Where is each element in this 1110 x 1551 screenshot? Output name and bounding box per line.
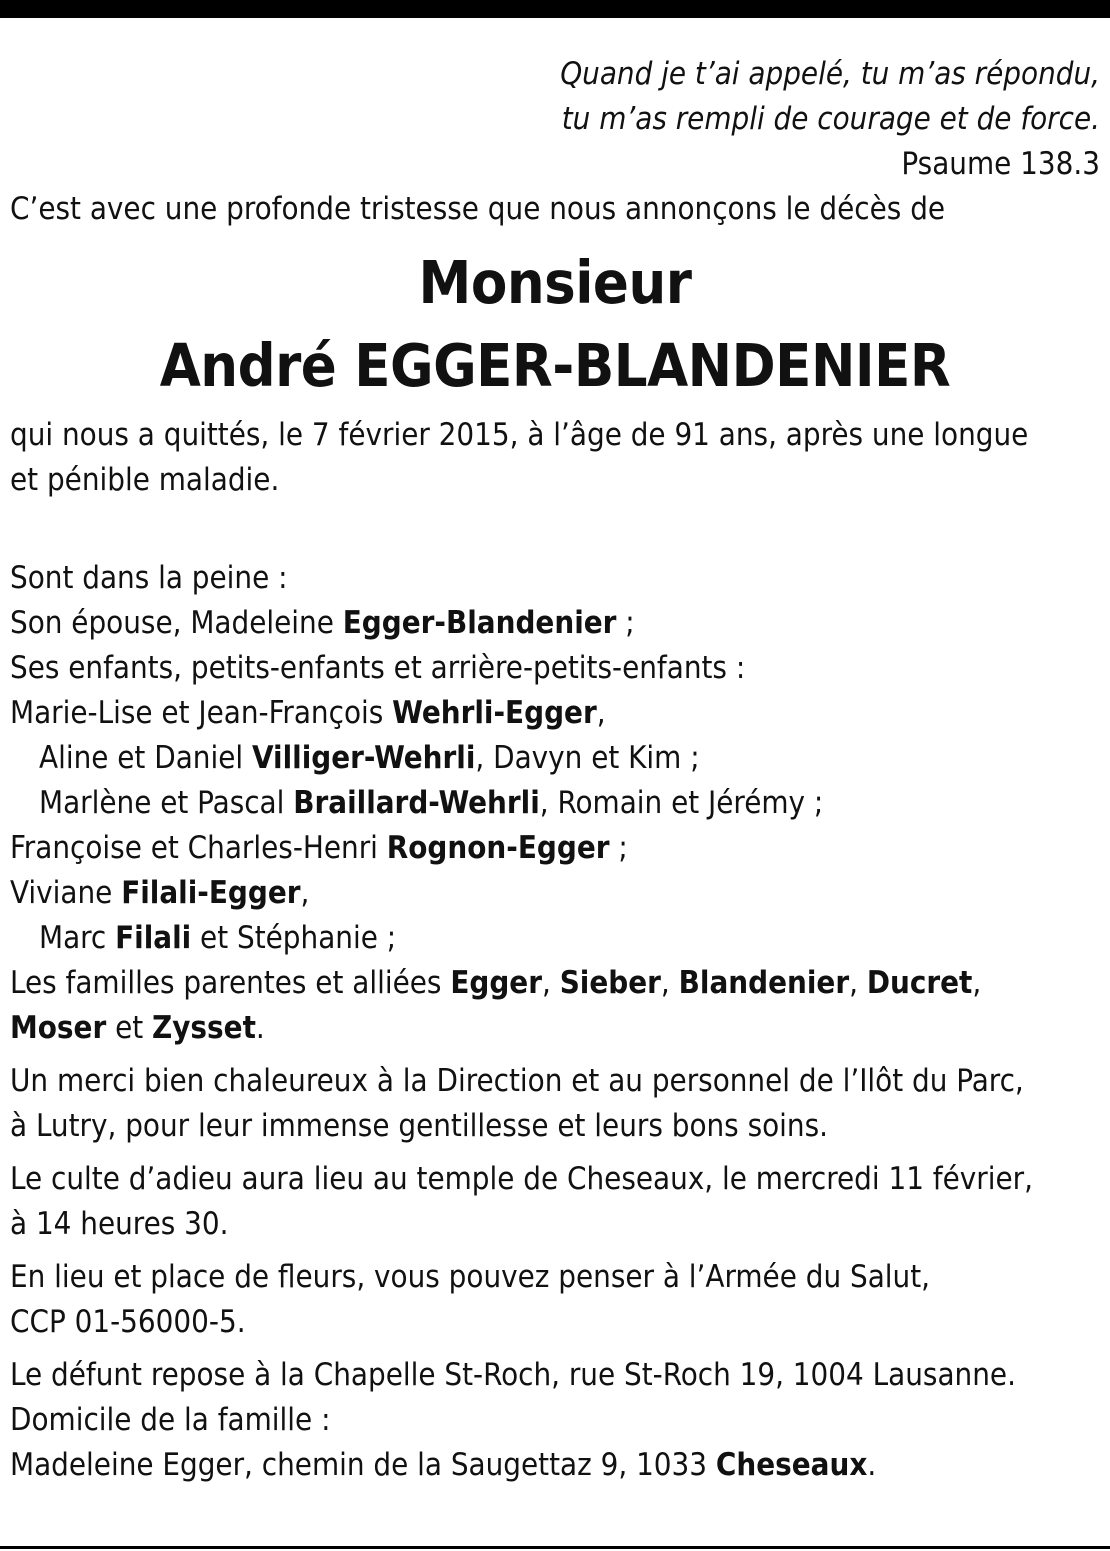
family-heading: Sont dans la peine : <box>10 560 288 596</box>
donation-line-1: En lieu et place de fleurs, vous pouvez penser à l’Armée du Salut, <box>10 1259 930 1295</box>
top-rule <box>0 0 1110 18</box>
rest-paragraph <box>10 1353 1100 1488</box>
separator: , <box>660 965 679 1001</box>
member-suffix: , <box>300 875 310 911</box>
member-surname: Rognon-Egger <box>386 830 610 866</box>
death-notice <box>10 413 1100 503</box>
rest-line-2: Domicile de la famille : <box>10 1402 331 1438</box>
spouse-surname: Egger-Blandenier <box>342 605 617 641</box>
member-prefix: Marlène et Pascal <box>39 785 294 821</box>
relative-surname: Zysset <box>152 1010 256 1046</box>
member-prefix: Aline et Daniel <box>39 740 252 776</box>
relatives-line-2 <box>10 1006 1100 1051</box>
separator: , <box>849 965 867 1001</box>
separator: et <box>106 1010 153 1046</box>
spouse-suffix: ; <box>616 605 635 641</box>
relative-surname: Sieber <box>559 965 661 1001</box>
relative-surname: Ducret <box>866 965 973 1001</box>
member-surname: Wehrli-Egger <box>392 695 597 731</box>
relative-surname: Egger <box>450 965 542 1001</box>
verse-line-1: Quand je t’ai appelé, tu m’as répondu, <box>560 56 1100 92</box>
thanks-line-1: Un merci bien chaleureux à la Direction et au personnel de l’Ilôt du Parc, <box>10 1063 1024 1099</box>
relatives-prefix: Les familles parentes et alliées <box>10 965 451 1001</box>
verse-line-2: tu m’as rempli de courage et de force. <box>561 101 1100 137</box>
donation-line-2: CCP 01-56000-5. <box>10 1304 246 1340</box>
member-surname: Filali <box>115 920 192 956</box>
member-surname: Filali-Egger <box>121 875 301 911</box>
relative-surname: Moser <box>10 1010 107 1046</box>
children-heading: Ses enfants, petits-enfants et arrière-petits-enfants : <box>10 650 746 686</box>
family-member <box>10 781 1100 826</box>
bottom-rule <box>0 1546 1110 1549</box>
donation-paragraph <box>10 1255 1100 1345</box>
address-city: Cheseaux <box>715 1447 868 1483</box>
member-prefix: Viviane <box>10 875 122 911</box>
member-prefix: Marc <box>39 920 116 956</box>
member-prefix: Françoise et Charles-Henri <box>10 830 387 866</box>
family-member <box>10 736 1100 781</box>
relatives-line-1 <box>10 961 1100 1006</box>
separator: , <box>972 965 982 1001</box>
death-line-2: et pénible maladie. <box>10 462 280 498</box>
address-prefix: Madeleine Egger, chemin de la Saugettaz 9, 1033 <box>10 1447 716 1483</box>
obituary-content <box>10 52 1100 1488</box>
member-prefix: Marie-Lise et Jean-François <box>10 695 393 731</box>
thanks-paragraph <box>10 1059 1100 1149</box>
verse-quote <box>10 52 1100 187</box>
member-suffix: ; <box>609 830 628 866</box>
rest-line-1: Le défunt repose à la Chapelle St-Roch, rue St-Roch 19, 1004 Lausanne. <box>10 1357 1016 1393</box>
rest-line-3 <box>10 1443 1100 1488</box>
family-member <box>10 871 1100 916</box>
verse-reference: Psaume 138.3 <box>901 146 1100 182</box>
relative-surname: Blandenier <box>678 965 850 1001</box>
family-spouse <box>10 601 1100 646</box>
family-member <box>10 826 1100 871</box>
honorific: Monsieur <box>418 248 692 317</box>
service-line-1: Le culte d’adieu aura lieu au temple de Cheseaux, le mercredi 11 février, <box>10 1161 1033 1197</box>
family-member <box>10 916 1100 961</box>
member-suffix: , Romain et Jérémy ; <box>539 785 824 821</box>
full-name: André EGGER-BLANDENIER <box>159 331 951 400</box>
family-member <box>10 691 1100 736</box>
service-paragraph <box>10 1157 1100 1247</box>
spouse-prefix: Son épouse, Madeleine <box>10 605 343 641</box>
member-suffix: , Davyn et Kim ; <box>475 740 700 776</box>
member-suffix: , <box>596 695 606 731</box>
death-line-1: qui nous a quittés, le 7 février 2015, à l’âge de 91 ans, après une longue <box>10 417 1029 453</box>
service-line-2: à 14 heures 30. <box>10 1206 229 1242</box>
member-surname: Villiger-Wehrli <box>252 740 476 776</box>
deceased-name <box>10 241 1100 407</box>
separator: . <box>255 1010 265 1046</box>
family-list <box>10 556 1100 1051</box>
separator: , <box>541 965 560 1001</box>
member-suffix: et Stéphanie ; <box>191 920 397 956</box>
intro-text: C’est avec une profonde tristesse que nous annonçons le décès de <box>10 191 946 227</box>
address-end: . <box>867 1447 877 1483</box>
member-surname: Braillard-Wehrli <box>293 785 540 821</box>
thanks-line-2: à Lutry, pour leur immense gentillesse et leurs bons soins. <box>10 1108 828 1144</box>
